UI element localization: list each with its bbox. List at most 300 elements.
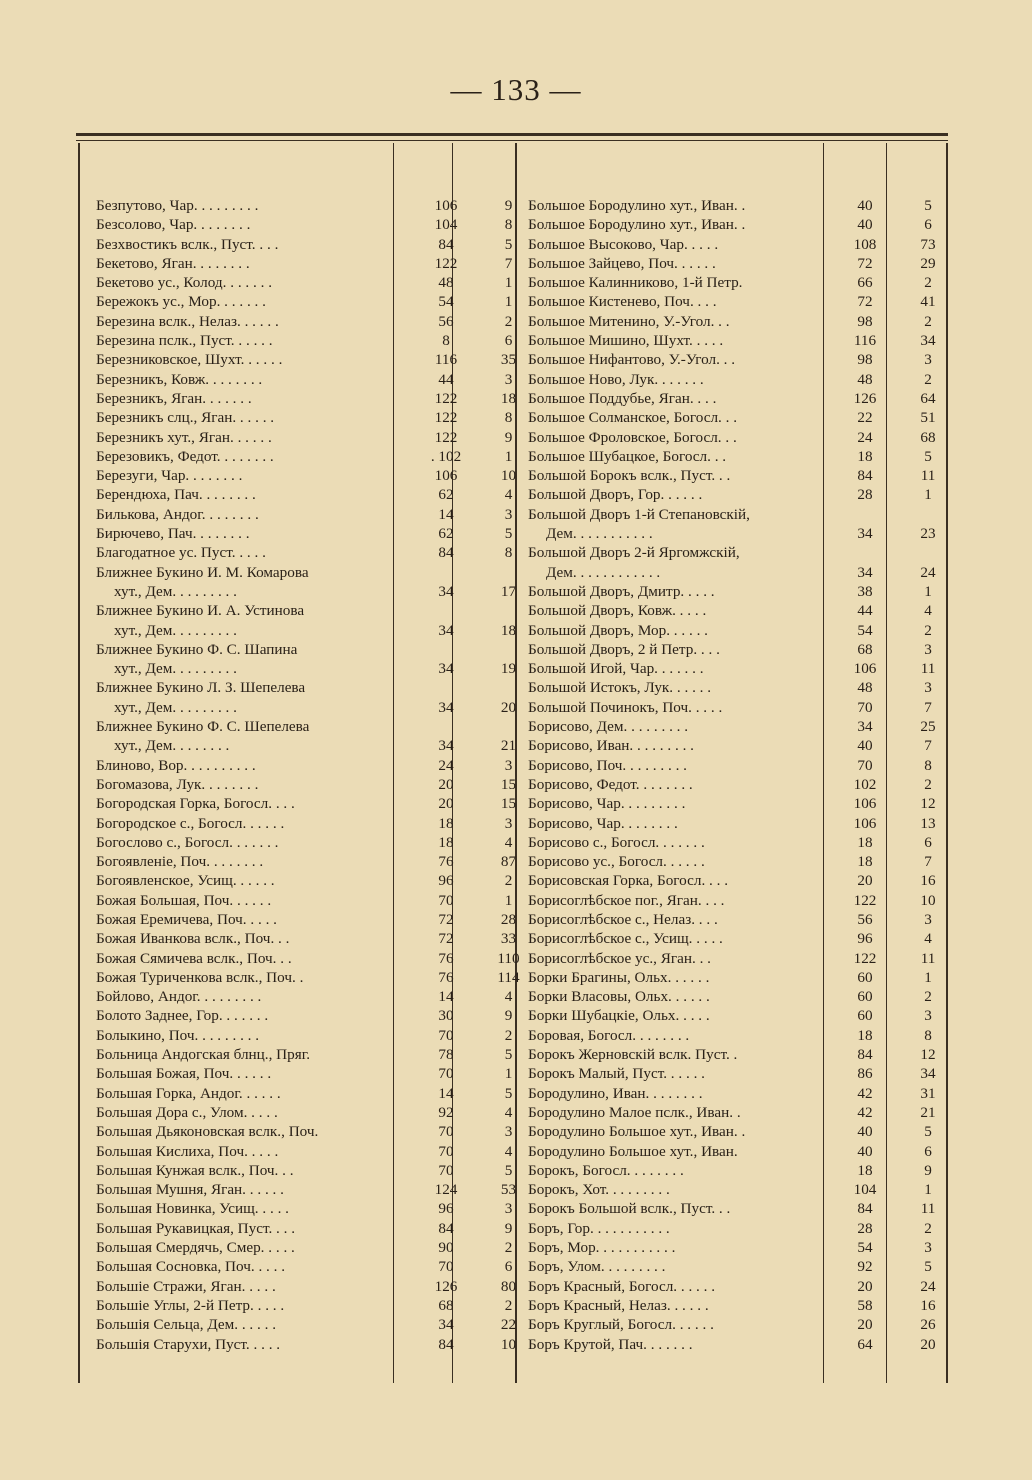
left-column	[96, 196, 520, 1354]
page-reference: 56	[857, 910, 873, 928]
place-name: Большіе Стражи, Яган. . . . .	[96, 1277, 276, 1295]
table-row	[528, 1142, 948, 1161]
entry-number: 64	[920, 389, 936, 407]
table-row	[96, 1142, 516, 1161]
page-reference: 34	[857, 563, 873, 581]
entry-number: 114	[497, 968, 520, 986]
place-name: Благодатное ус. Пуст. . . . .	[96, 544, 266, 562]
table-row	[96, 331, 516, 350]
entry-number: 4	[504, 988, 513, 1006]
page-reference: 106	[853, 660, 877, 678]
entry-number: 11	[920, 467, 936, 485]
place-name: Бирючево, Пач. . . . . . . .	[96, 525, 250, 543]
table-row	[528, 1219, 948, 1238]
table-row	[528, 312, 948, 331]
entry-number: 20	[920, 1335, 936, 1353]
table-row	[96, 775, 516, 794]
place-name: Борисово, Чар. . . . . . . .	[528, 814, 678, 832]
place-name: Ближнее Букино И. А. Устинова	[96, 602, 305, 620]
entry-number: 3	[504, 370, 513, 388]
place-name: Большое Поддубье, Яган. . . .	[528, 389, 717, 407]
place-name: Большое Бородулино хут., Иван. .	[528, 216, 746, 234]
place-name: Борокъ Малый, Пуст. . . . . .	[528, 1065, 705, 1083]
place-name: Боръ, Улом. . . . . . . . .	[528, 1258, 666, 1276]
page-reference: 70	[438, 1142, 454, 1160]
entry-number: 51	[920, 409, 936, 427]
place-name: Дем. . . . . . . . . . . .	[546, 563, 661, 581]
entry-number: 1	[504, 447, 513, 465]
page-reference: 84	[438, 235, 454, 253]
page-reference: 122	[434, 254, 458, 272]
table-row	[96, 1315, 516, 1334]
entry-number: 1	[924, 968, 932, 986]
table-row	[96, 1122, 516, 1141]
top-double-rule-inner	[76, 140, 948, 141]
entry-number: 2	[504, 1296, 513, 1314]
place-name: Богородская Горка, Богосл. . . .	[96, 795, 295, 813]
page-reference: 56	[438, 312, 454, 330]
entry-number: 2	[924, 621, 932, 639]
place-name: Больница Андогская блнц., Пряг.	[96, 1046, 311, 1064]
page-reference: 48	[857, 370, 873, 388]
page-reference: 78	[438, 1046, 454, 1064]
page-reference: 124	[434, 1181, 458, 1199]
place-name: Боръ Круглый, Богосл. . . . . .	[528, 1316, 714, 1334]
place-name: Большая Смердячь, Смер. . . . .	[96, 1239, 295, 1257]
page-reference: 34	[438, 660, 454, 678]
entry-number: 2	[924, 274, 932, 292]
entry-number: 4	[504, 833, 513, 851]
page-reference: 106	[853, 814, 877, 832]
page-reference: 122	[853, 949, 877, 967]
table-row	[528, 910, 948, 929]
entry-number: 8	[924, 756, 932, 774]
page-reference: 96	[857, 930, 873, 948]
page-reference: 48	[857, 679, 873, 697]
table-row	[96, 428, 516, 447]
place-name: Большой Борокъ вслк., Пуст. . .	[528, 467, 731, 485]
table-row	[96, 1335, 516, 1354]
place-name: Большая Божая, Поч. . . . . .	[96, 1065, 272, 1083]
place-name: Большой Игой, Чар. . . . . . .	[528, 660, 704, 678]
place-name: Бережокъ ус., Мор. . . . . . .	[96, 293, 266, 311]
place-name: Большое Фроловское, Богосл. . .	[528, 428, 737, 446]
page-reference: 62	[438, 486, 454, 504]
table-row	[528, 1026, 948, 1045]
page-reference: 104	[853, 1181, 877, 1199]
entry-number: 3	[924, 910, 932, 928]
page-reference: 84	[857, 1046, 873, 1064]
page-reference: 122	[434, 428, 458, 446]
table-row	[96, 1296, 516, 1315]
page-reference: 70	[438, 1123, 454, 1141]
entry-number: 9	[504, 428, 513, 446]
place-name: Бородулино Большое хут., Иван. .	[528, 1123, 746, 1141]
table-row	[528, 678, 948, 697]
entry-number: 53	[500, 1181, 517, 1199]
table-row	[96, 601, 516, 620]
place-name: Большая Горка, Андог. . . . . .	[96, 1084, 281, 1102]
page-reference: 106	[853, 795, 877, 813]
table-row	[96, 1026, 516, 1045]
table-row	[528, 370, 948, 389]
table-row	[96, 447, 516, 466]
table-row	[96, 640, 516, 659]
table-row	[96, 408, 516, 427]
entry-number: 6	[504, 332, 513, 350]
entry-number: 24	[920, 1277, 936, 1295]
page-reference: 68	[857, 640, 873, 658]
table-row	[528, 871, 948, 890]
table-row	[96, 621, 516, 640]
page-reference: 104	[434, 216, 458, 234]
table-row	[528, 408, 948, 427]
entry-number: 110	[497, 949, 520, 967]
page-reference: 18	[857, 1026, 873, 1044]
table-row	[96, 1006, 516, 1025]
table-row	[528, 196, 948, 215]
entry-number: 5	[504, 235, 513, 253]
table-row	[96, 852, 516, 871]
place-name: Борисово, Иван. . . . . . . . .	[528, 737, 694, 755]
entry-number: 73	[920, 235, 936, 253]
entry-number: 6	[504, 1258, 513, 1276]
table-row	[528, 949, 948, 968]
page-reference: 76	[438, 968, 454, 986]
entry-number: 22	[500, 1316, 517, 1334]
page-reference: 70	[438, 1026, 454, 1044]
page-reference: 34	[438, 737, 454, 755]
place-name: Блиново, Вор. . . . . . . . . .	[96, 756, 256, 774]
entry-number: 15	[500, 775, 517, 793]
table-row	[96, 891, 516, 910]
entry-number: 8	[924, 1026, 932, 1044]
entry-number: 3	[924, 1007, 932, 1025]
page-reference: 14	[438, 988, 454, 1006]
entry-number: 1	[924, 486, 932, 504]
place-name: Борисово, Федот. . . . . . . .	[528, 775, 693, 793]
table-row	[96, 370, 516, 389]
page-reference: 106	[434, 197, 458, 214]
place-name: Борокъ, Хот. . . . . . . . .	[528, 1181, 670, 1199]
page-reference: 40	[857, 737, 873, 755]
table-row	[528, 1161, 948, 1180]
entry-number: 5	[924, 197, 932, 214]
page-reference: 70	[438, 1065, 454, 1083]
place-name: Богоявленіе, Поч. . . . . . . .	[96, 853, 264, 871]
place-name: Большой Дворъ 2-й Яргомжскій,	[528, 544, 740, 562]
place-name: хут., Дем. . . . . . . . .	[114, 660, 237, 678]
page-reference: 18	[438, 814, 454, 832]
entry-number: 10	[500, 1335, 517, 1353]
place-name: Большая Дьяконовская вслк., Поч.	[96, 1123, 319, 1141]
entry-number: 6	[924, 833, 932, 851]
entry-number: 5	[504, 1046, 513, 1064]
table-row	[528, 1006, 948, 1025]
table-row	[528, 756, 948, 775]
table-row	[528, 447, 948, 466]
entry-number: 19	[500, 660, 517, 678]
place-name: Березникъ, Яган. . . . . . .	[96, 389, 252, 407]
table-row	[528, 736, 948, 755]
table-row	[528, 1199, 948, 1218]
entry-number: 2	[924, 1219, 932, 1237]
page-reference: 106	[434, 467, 458, 485]
place-name: Ближнее Букино Ф. С. Шапина	[96, 640, 298, 658]
page-reference: 60	[857, 988, 873, 1006]
table-row	[96, 987, 516, 1006]
table-row	[96, 968, 520, 987]
table-row	[96, 1238, 516, 1257]
table-row	[96, 698, 516, 717]
place-name: Боровая, Богосл. . . . . . . .	[528, 1026, 690, 1044]
place-name: Борисово с., Богосл. . . . . . .	[528, 833, 705, 851]
place-name: Березина вслк., Нелаз. . . . . .	[96, 312, 279, 330]
page-reference: 34	[438, 621, 454, 639]
page-reference: 92	[857, 1258, 873, 1276]
place-name: Большое Митенино, У.-Угол. . .	[528, 312, 730, 330]
place-name: Божая Иванкова вслк., Поч. . .	[96, 930, 290, 948]
page-reference: 64	[857, 1335, 873, 1353]
table-row	[96, 717, 516, 736]
page-reference: 62	[438, 525, 454, 543]
page-reference: 28	[857, 1219, 873, 1237]
page-reference: 40	[857, 216, 873, 234]
entry-number: 80	[500, 1277, 517, 1295]
place-name: хут., Дем. . . . . . . .	[114, 737, 230, 755]
entry-number: 3	[504, 1200, 513, 1218]
entry-number: 3	[504, 1123, 513, 1141]
place-name: Безпутово, Чар. . . . . . . . .	[96, 197, 259, 214]
entry-number: 3	[924, 640, 932, 658]
place-name: Божая Туриченкова вслк., Поч. .	[96, 968, 304, 986]
place-name: Богослово с., Богосл. . . . . . .	[96, 833, 279, 851]
table-row	[528, 929, 948, 948]
place-name: Дем. . . . . . . . . . .	[546, 525, 653, 543]
place-name: Большое Зайцево, Поч. . . . . .	[528, 254, 716, 272]
table-row	[96, 1045, 516, 1064]
entry-number: 6	[924, 1142, 932, 1160]
entry-number: 23	[920, 525, 936, 543]
page-reference: 84	[857, 1200, 873, 1218]
place-name: Бородулино Малое пслк., Иван. .	[528, 1103, 741, 1121]
entry-number: 28	[500, 910, 517, 928]
place-name: Безсолово, Чар. . . . . . . .	[96, 216, 251, 234]
left-border-line	[78, 143, 80, 1383]
table-row	[96, 833, 516, 852]
entry-number: 35	[500, 351, 517, 369]
page-reference: 54	[857, 621, 873, 639]
entry-number: 33	[500, 930, 517, 948]
table-row	[528, 485, 948, 504]
place-name: Борисоглѣбское с., Нелаз. . . .	[528, 910, 718, 928]
entry-number: 5	[924, 1258, 932, 1276]
table-row	[96, 273, 516, 292]
place-name: хут., Дем. . . . . . . . .	[114, 582, 237, 600]
entry-number: 3	[924, 679, 932, 697]
place-name: Березина пслк., Пуст. . . . . .	[96, 332, 273, 350]
entry-number: 31	[920, 1084, 936, 1102]
entry-number: 1	[504, 1065, 513, 1083]
entry-number: 2	[924, 370, 932, 388]
table-row	[96, 1277, 516, 1296]
right-column	[528, 196, 948, 1354]
table-row	[96, 563, 516, 582]
page-reference: 18	[438, 833, 454, 851]
place-name: Большое Солманское, Богосл. . .	[528, 409, 738, 427]
place-name: Большая Сосновка, Поч. . . . .	[96, 1258, 286, 1276]
place-name: Большой Дворъ 1-й Степановскій,	[528, 505, 750, 523]
page-reference: 14	[438, 505, 454, 523]
table-row	[528, 292, 948, 311]
page-reference: 40	[857, 1142, 873, 1160]
place-name: Большая Дора с., Улом. . . . .	[96, 1103, 278, 1121]
place-name: Ближнее Букино Л. З. Шепелева	[96, 679, 306, 697]
place-name: Богоявленское, Усищ. . . . . .	[96, 872, 275, 890]
entry-number: 3	[924, 1239, 932, 1257]
place-name: Борокъ, Богосл. . . . . . . .	[528, 1161, 684, 1179]
page-reference: 40	[857, 197, 873, 214]
page-reference: 126	[853, 389, 877, 407]
table-row	[96, 196, 516, 215]
table-row	[528, 215, 948, 234]
table-row	[528, 254, 948, 273]
page-reference: 18	[857, 833, 873, 851]
page-reference: 76	[438, 853, 454, 871]
place-name: Боръ Красный, Богосл. . . . . .	[528, 1277, 716, 1295]
table-row	[96, 659, 516, 678]
entry-number: 1	[504, 274, 513, 292]
place-name: Борисово ус., Богосл. . . . . .	[528, 853, 705, 871]
table-row	[96, 524, 516, 543]
entry-number: 8	[504, 544, 513, 562]
place-name: Боръ Крутой, Пач. . . . . . .	[528, 1335, 693, 1353]
table-row	[528, 968, 948, 987]
entry-number: 4	[924, 602, 932, 620]
page-reference: 20	[857, 1316, 873, 1334]
place-name: Борисоглѣбское пог., Яган. . . .	[528, 891, 725, 909]
page-reference: 76	[438, 949, 454, 967]
table-row	[528, 1064, 948, 1083]
entry-number: 11	[920, 1200, 936, 1218]
entry-number: 5	[924, 1123, 932, 1141]
entry-number: 3	[504, 756, 513, 774]
entry-number: 5	[924, 447, 932, 465]
page-reference: 86	[857, 1065, 873, 1083]
page-reference: 34	[438, 582, 454, 600]
table-row	[528, 466, 948, 485]
place-name: Березовикъ, Федот. . . . . . . .	[96, 447, 274, 465]
page-reference: 34	[438, 1316, 454, 1334]
place-name: Борокъ Большой вслк., Пуст. . .	[528, 1200, 731, 1218]
entry-number: 7	[924, 698, 932, 716]
page-reference: 54	[857, 1239, 873, 1257]
page-reference: 60	[857, 968, 873, 986]
table-row	[528, 852, 948, 871]
table-row	[528, 891, 948, 910]
page-reference: 72	[857, 293, 873, 311]
page-reference: 72	[438, 930, 454, 948]
table-row	[96, 1180, 516, 1199]
page-reference: 22	[857, 409, 873, 427]
page-reference: 70	[438, 1258, 454, 1276]
table-row	[96, 929, 516, 948]
table-row	[96, 235, 516, 254]
page-reference: 58	[857, 1296, 873, 1314]
table-row	[528, 1257, 948, 1276]
entry-number: 18	[500, 389, 517, 407]
table-row	[96, 215, 516, 234]
page-reference: 70	[857, 756, 873, 774]
entry-number: 16	[920, 1296, 936, 1314]
place-name: Болыкино, Поч. . . . . . . . .	[96, 1026, 260, 1044]
entry-number: 21	[500, 737, 517, 755]
entry-number: 12	[920, 795, 936, 813]
table-row	[528, 1315, 948, 1334]
entry-number: 2	[504, 872, 513, 890]
place-name: Божая Сямичева вслк., Поч. . .	[96, 949, 292, 967]
place-name: Большой Дворъ, Дмитр. . . . .	[528, 582, 715, 600]
place-name: Большіе Углы, 2-й Петр. . . . .	[96, 1296, 285, 1314]
table-row	[528, 987, 948, 1006]
place-name: Бойлово, Андог. . . . . . . . .	[96, 988, 262, 1006]
page-reference: 84	[438, 1219, 454, 1237]
place-name: Борокъ Жерновскій вслк. Пуст. .	[528, 1046, 738, 1064]
page-reference: 92	[438, 1103, 454, 1121]
place-name: Большое Калинниково, 1-й Петр.	[528, 274, 743, 292]
page-reference: 96	[438, 872, 454, 890]
place-name: Боръ, Гор. . . . . . . . . . .	[528, 1219, 670, 1237]
entry-number: 26	[920, 1316, 936, 1334]
page-reference: 70	[438, 891, 454, 909]
place-name: Борки Власовы, Ольх. . . . . .	[528, 988, 710, 1006]
place-name: хут., Дем. . . . . . . . .	[114, 698, 237, 716]
place-name: Большая Рукавицкая, Пуст. . . .	[96, 1219, 296, 1237]
page-reference: . 102	[430, 447, 462, 465]
table-row	[528, 1335, 948, 1354]
page-reference: 48	[438, 274, 454, 292]
page-reference: 68	[438, 1296, 454, 1314]
page-reference: 60	[857, 1007, 873, 1025]
place-name: Борисовская Горка, Богосл. . . .	[528, 872, 729, 890]
table-row	[96, 350, 516, 369]
entry-number: 68	[920, 428, 936, 446]
table-row	[96, 543, 516, 562]
page-reference: 14	[438, 1084, 454, 1102]
page-reference: 84	[857, 467, 873, 485]
place-name: Большой Починокъ, Поч. . . . .	[528, 698, 723, 716]
entry-number: 1	[924, 582, 932, 600]
table-row	[528, 833, 948, 852]
table-row	[96, 254, 516, 273]
entry-number: 3	[504, 505, 513, 523]
page-reference: 70	[857, 698, 873, 716]
place-name: Боръ Красный, Нелаз. . . . . .	[528, 1296, 709, 1314]
table-row	[528, 1084, 948, 1103]
place-name: Ближнее Букино И. М. Комарова	[96, 563, 309, 581]
entry-number: 8	[504, 409, 513, 427]
table-row	[528, 794, 948, 813]
page-reference: 72	[438, 910, 454, 928]
page-reference: 122	[434, 409, 458, 427]
table-row	[96, 814, 516, 833]
entry-number: 7	[504, 254, 513, 272]
entry-number: 24	[920, 563, 936, 581]
table-row	[96, 1084, 516, 1103]
page-reference: 20	[438, 795, 454, 813]
table-row	[528, 505, 948, 524]
table-row	[528, 235, 948, 254]
